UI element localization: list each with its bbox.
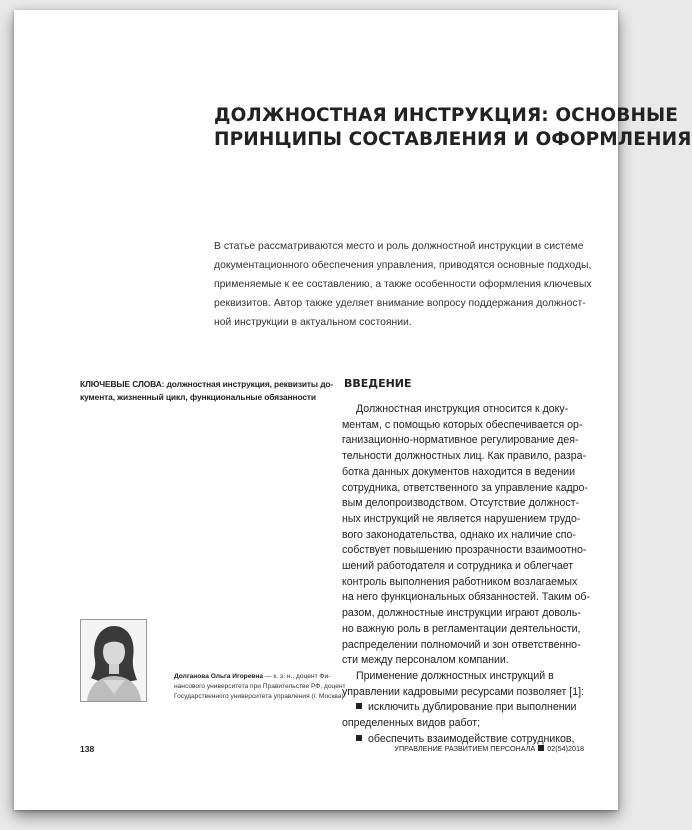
abstract-line: В статье рассматриваются место и роль должностной инструкции в системе	[214, 241, 584, 252]
author-name: Долганова Ольга Игоревна	[174, 673, 264, 680]
body-line: распределении полномочий и зон ответственно-	[342, 638, 581, 651]
abstract-line: ной инструкции в актуальном состоянии.	[214, 317, 412, 328]
author-info	[174, 672, 346, 702]
bullet-text: обеспечить взаимодействие сотрудников,	[368, 732, 575, 745]
bullet-text: исключить дублирование при выполнении	[368, 701, 577, 714]
article-body	[342, 402, 604, 747]
keywords-block	[80, 378, 334, 403]
body-line: на него функциональных обязанностей. Таким об-	[342, 591, 590, 604]
section-heading: ВВЕДЕНИЕ	[344, 377, 412, 390]
article-title	[214, 104, 692, 152]
body-line: вым делопроизводством. Отсутствие должност-	[342, 497, 580, 510]
body-line: ботка данных документов находится в ведении	[342, 465, 576, 478]
body-line: вого законодательства, однако их наличие спо-	[342, 528, 576, 541]
body-line: ганизационно-нормативное регулирование дея-	[342, 434, 579, 447]
author-portrait-icon	[81, 620, 146, 701]
body-line: Должностная инструкция относится к доку-	[356, 403, 569, 415]
body-line: сти между персоналом компании.	[342, 654, 509, 667]
journal-name: УПРАВЛЕНИЕ РАЗВИТИЕМ ПЕРСОНАЛА	[394, 744, 536, 753]
body-line: ментам, с помощью которых обеспечивается ор-	[342, 418, 583, 431]
journal-issue: 02(54)2018	[547, 744, 584, 753]
author-line	[174, 672, 334, 682]
abstract-line: документационного обеспечения управления, приводятся основные подходы,	[214, 260, 592, 271]
page-number: 138	[80, 744, 95, 754]
author-line: нансового университета при Правительстве РФ, доцент	[174, 683, 346, 690]
bullet-item	[342, 700, 604, 716]
keywords-line: КЛЮЧЕВЫЕ СЛОВА: должностная инструкция, реквизиты до-	[80, 379, 334, 389]
author-line: Государственного университета управления (г. Москва)	[174, 693, 344, 700]
journal-page	[14, 10, 692, 810]
body-line: контроль выполнения работником возлагаемых	[342, 575, 578, 588]
article-title-line: ДОЛЖНОСТНАЯ ИНСТРУКЦИЯ: ОСНОВНЫЕ	[214, 105, 679, 126]
article-abstract	[214, 237, 598, 332]
article-title-line: ПРИНЦИПЫ СОСТАВЛЕНИЯ И ОФОРМЛЕНИЯ	[214, 129, 692, 150]
bullet-square-icon	[356, 703, 362, 709]
body-line: но важную роль в регламентации деятельности,	[342, 622, 581, 635]
author-photo	[80, 619, 147, 702]
bullet-square-icon	[356, 735, 362, 741]
body-line: Применение должностных инструкций в	[356, 669, 554, 682]
body-line: сотрудника, ответственного за управление кадро-	[342, 481, 588, 494]
bullet-text-continued: определенных видов работ;	[342, 717, 481, 730]
body-line: шений работодателя и сотрудника и облегчает	[342, 560, 574, 573]
body-line: управлении кадровыми ресурсами позволяет [1]:	[342, 685, 585, 698]
body-line: ных инструкций не является нарушением трудо-	[342, 512, 581, 525]
abstract-line: реквизитов. Автор также уделяет внимание вопросу поддержания должност-	[214, 298, 586, 309]
body-line: тельности должностных лиц. Как правило, разра-	[342, 450, 587, 463]
author-affiliation: — к. э. н., доцент Фи-	[263, 673, 331, 680]
journal-footer	[394, 744, 584, 753]
keywords-line: кумента, жизненный цикл, функциональные обязанности	[80, 391, 316, 402]
abstract-line: применяемые к ее составлению, а также особенности оформления ключевых	[214, 279, 592, 290]
square-separator-icon	[538, 745, 544, 751]
body-line: разом, должностные инструкции играют доволь-	[342, 607, 581, 620]
body-line: собствует повышению прозрачности взаимоотно-	[342, 544, 587, 557]
